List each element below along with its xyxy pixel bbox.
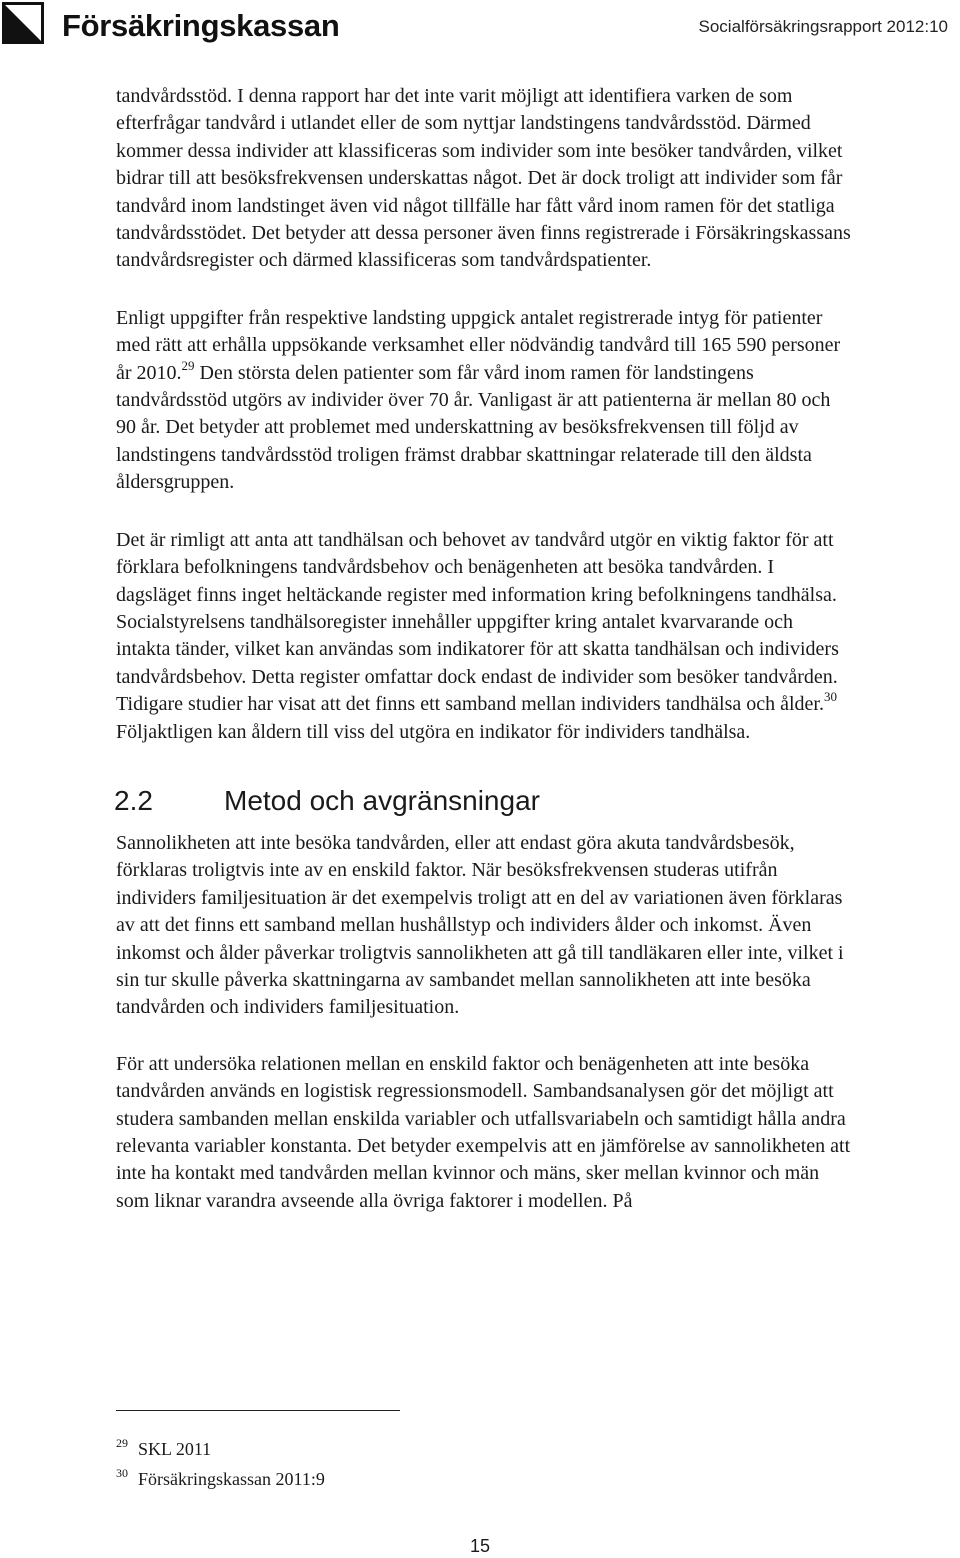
footnote-item [116, 1438, 325, 1468]
paragraph-2-text-b: Den största delen patienter som får vård inom ramen för landstingens tandvårdsstöd utgörs av individer över 70 år. Vanligast är att patienterna är mellan 80 och 90 år. Det betyder att problemet med underskattning av besöksfrekvensen till följd av landstingens tandvårdsstöd troligen främst drabbar skattningar relaterade till den äldsta åldersgruppen. [116, 361, 831, 494]
paragraph-3 [116, 527, 852, 746]
footnote-number: 29 [116, 1436, 128, 1450]
footnote-ref-30: 30 [823, 689, 837, 705]
section-number: 2.2 [114, 784, 153, 816]
body-text [116, 83, 852, 1215]
section-title: Metod och avgränsningar [224, 784, 540, 816]
forsakringskassan-logo-icon [2, 2, 44, 44]
paragraph-1: tandvårdsstöd. I denna rapport har det inte varit möjligt att identifiera varken de som efterfrågar tandvård i utlandet eller de som nyttjar landstingens tandvårdsstöd. Därmed kommer dessa individer att klassificeras som individer som inte besöker tandvården, vilket bidrar till att besöksfrekvensen underskattas något. Det är dock troligt att individer som får tandvård inom landstinget även vid något tillfälle har fått vård inom ramen för det statliga tandvårdsstödet. Det betyder att dessa personer även finns registrerade i Försäkringskassans tandvårdsregister och därmed klassificeras som tandvårdspatienter. [116, 85, 851, 272]
footnote-item [116, 1468, 325, 1498]
footnote-divider [116, 1410, 400, 1411]
paragraph-3-text-a: Det är rimligt att anta att tandhälsan och behovet av tandvård utgör en viktig faktor för att förklara befolkningens tandvårdsbehov och benägenheten att besöka tandvården. I dagsläget finns inget heltäckande register med information kring befolkningens tandhälsa. Socialstyrelsens tandhälsoregister innehåller uppgifter kring antalet kvarvarande och intakta tänder, vilket kan användas som indikatorer för att skatta tandhälsan och individers tandvårdsbehov. Detta register omfattar dock endast de individer som besöker tandvården. Tidigare studier har visat att det finns ett samband mellan individers tandhälsa och ålder. [116, 528, 839, 716]
footnote-text: SKL 2011 [138, 1439, 212, 1459]
paragraph-2 [116, 305, 852, 497]
footnote-ref-29: 29 [181, 357, 195, 373]
footnotes [116, 1438, 325, 1498]
paragraph-2-text-a: Enligt uppgifter från respektive landsting uppgick antalet registrerade intyg för patienter med rätt att erhålla uppsökande verksamhet eller nödvändig tandvård till 165 590 personer år 2010. [116, 306, 841, 384]
section-heading [114, 784, 852, 818]
paragraph-3-text-b: Följaktligen kan åldern till viss del utgöra en indikator för individers tandhälsa. [116, 720, 751, 743]
footnote-text: Försäkringskassan 2011:9 [138, 1469, 325, 1489]
footnote-number: 30 [116, 1466, 128, 1480]
paragraph-4: Sannolikheten att inte besöka tandvården, eller att endast göra akuta tandvårdsbesök, förklaras troligtvis inte av en enskild faktor. När besöksfrekvensen studeras utifrån individers familjesituation är det exempelvis troligt att en del av variationen även förklaras av att det finns ett samband mellan hushållstyp och individers ålder och inkomst. Även inkomst och ålder påverkar troligtvis sannolikheten att gå till tandläkaren eller inte, vilket i sin tur skulle påverka skattningarna av sambandet mellan sannolikheten att inte besöka tandvården och individers familjesituation. [116, 831, 844, 1019]
paragraph-5: För att undersöka relationen mellan en enskild faktor och benägenheten att inte besöka tandvården används en logistisk regressionsmodell. Sambandsanalysen gör det möjligt att studera sambanden mellan enskilda variabler och utfallsvariabeln och samtidigt hålla andra relevanta variabler konstanta. Det betyder exempelvis att en jämförelse av sannolikheten att inte ha kontakt med tandvården mellan kvinnor och mäns, sker mellan kvinnor och män som liknar varandra avseende alla övriga faktorer i modellen. På [116, 1052, 851, 1212]
logo-wordmark: Försäkringskassan [62, 8, 340, 43]
report-identifier: Socialförsäkringsrapport 2012:10 [698, 17, 948, 36]
page-number: 15 [469, 1536, 491, 1556]
